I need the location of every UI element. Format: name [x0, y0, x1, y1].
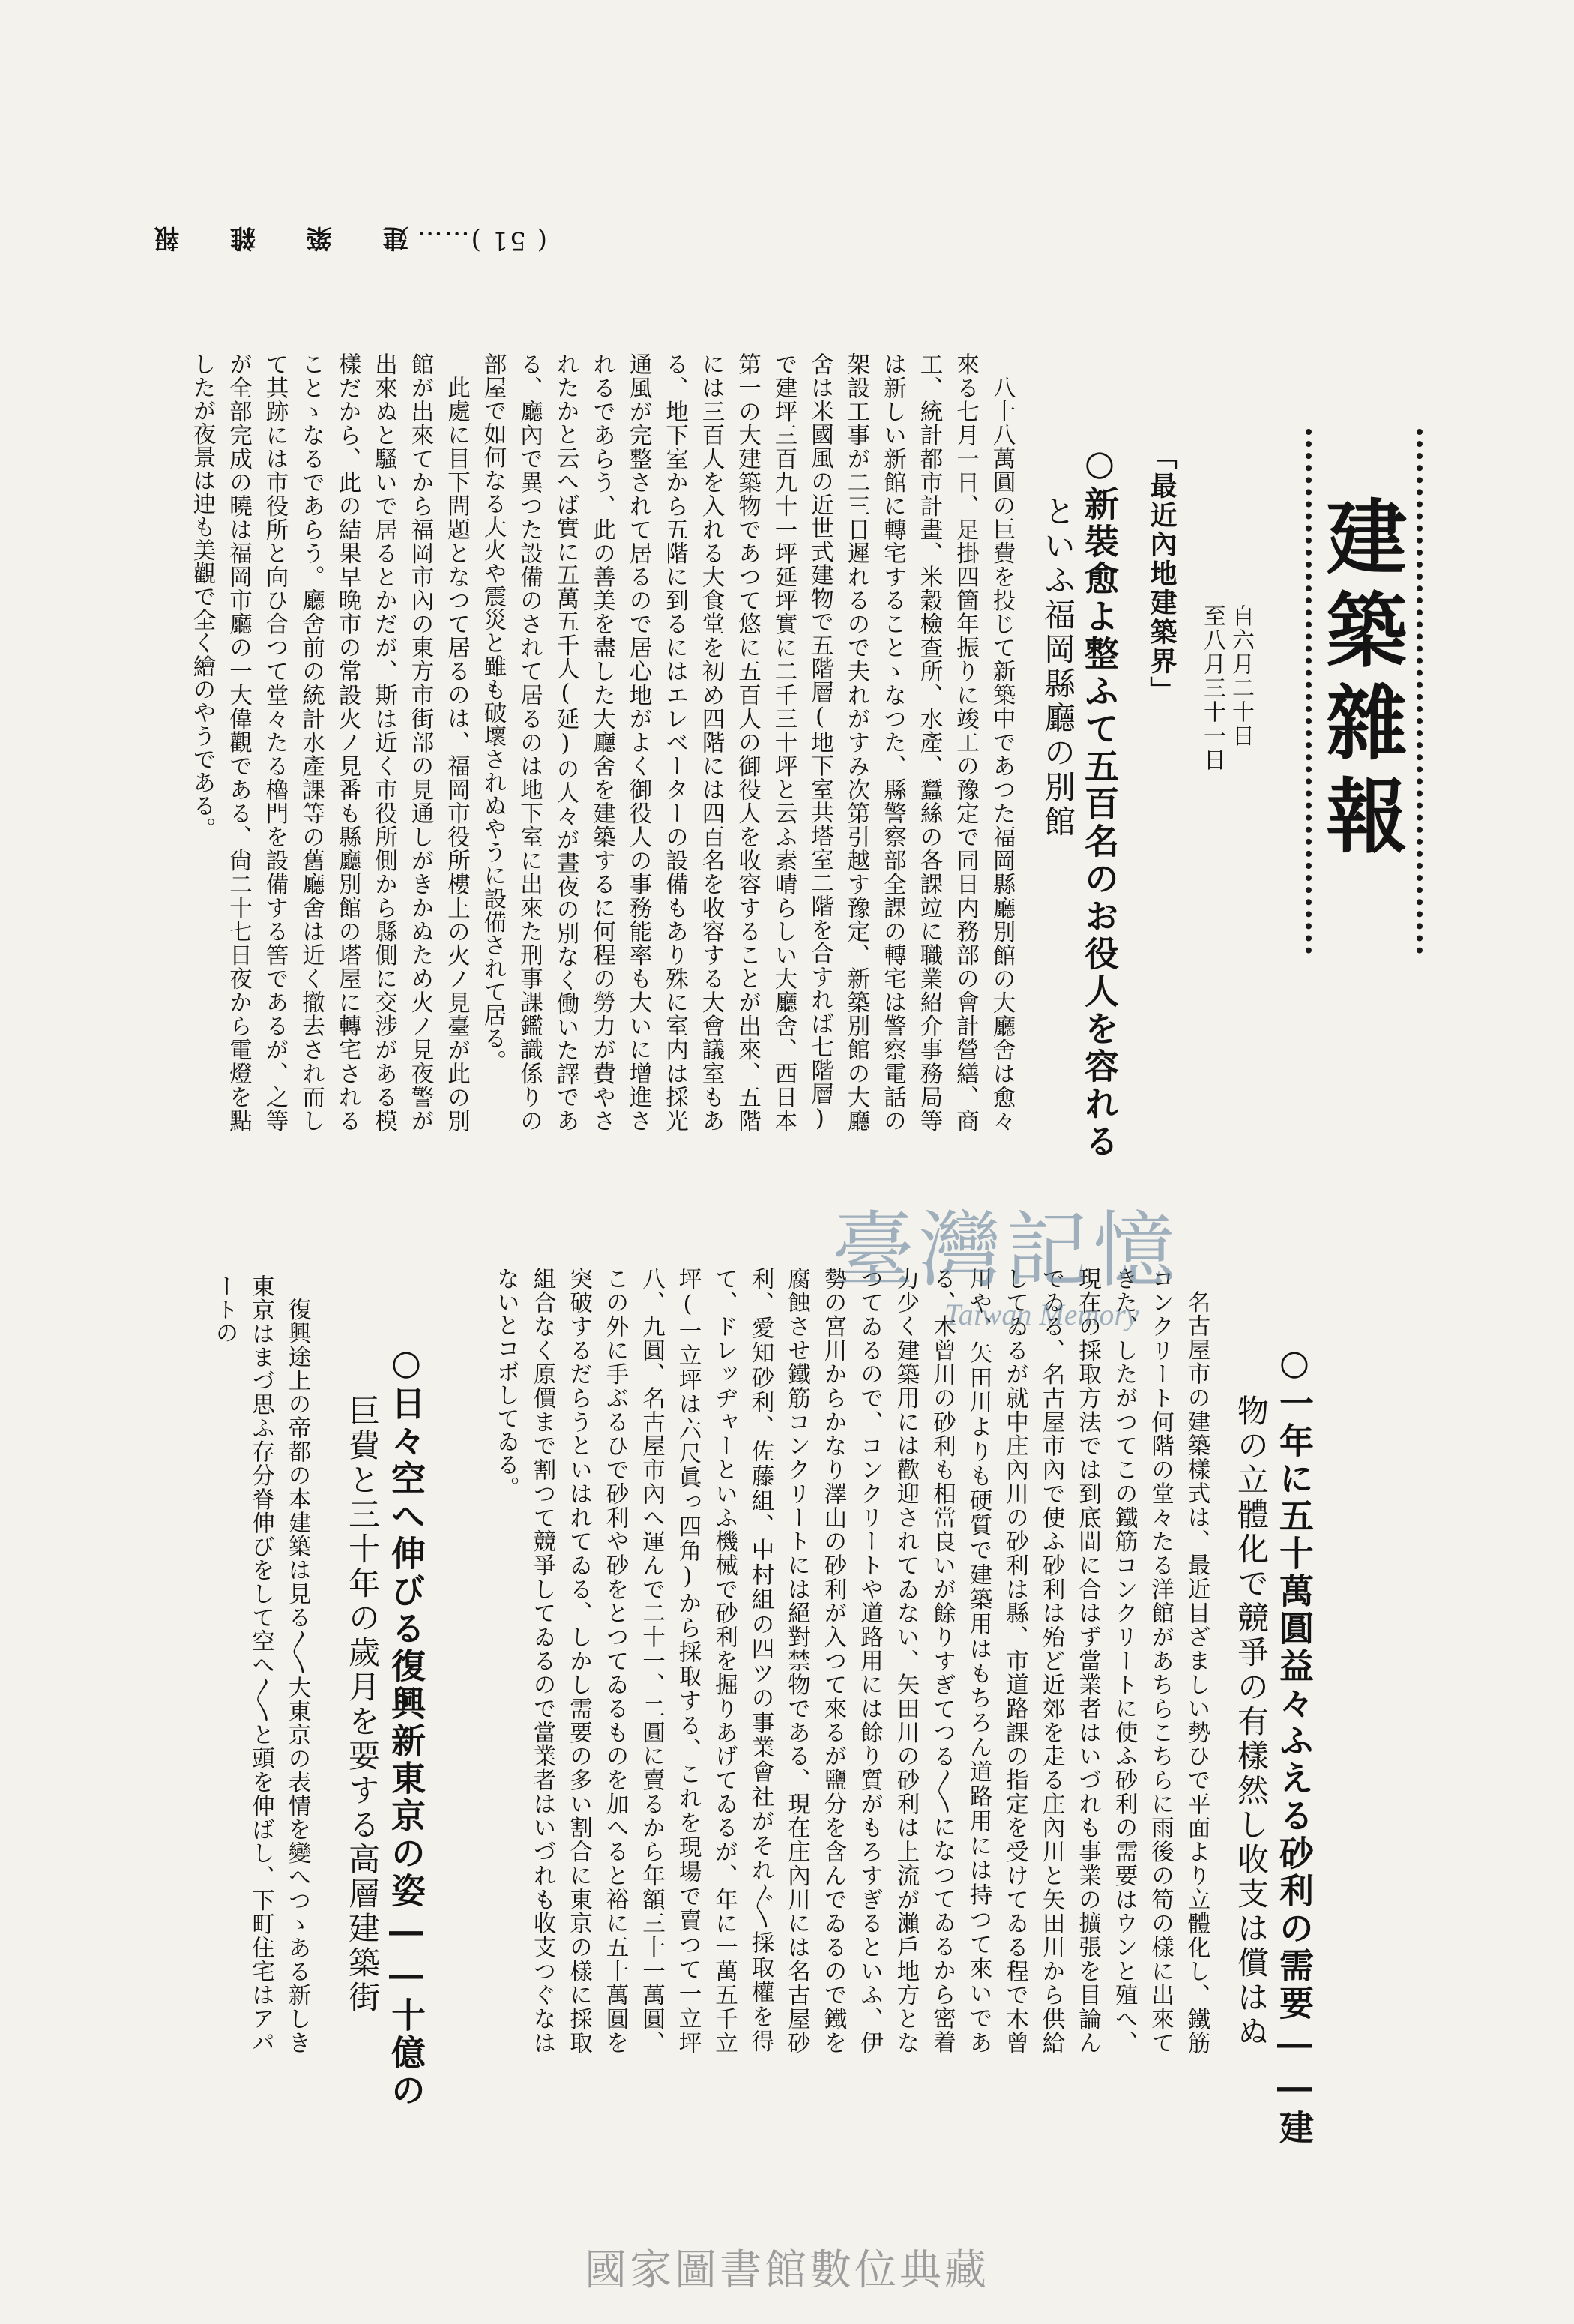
running-title: 建 築 雜 報: [133, 223, 408, 253]
masthead-title: 建築雜報: [1312, 495, 1407, 867]
fukuoka-subheadline: といふ福岡縣廳の別館: [1040, 495, 1076, 840]
page-number: ( 51 )……: [415, 226, 547, 256]
tokyo-paragraph-1: 復興途上の帝都の本建築は見る〳〵大東京の表情を變へつゝある新しき東京はまづ思ふ存分脊伸びをして空へ〳〵と頭を伸ばし、下町住宅はアパートの: [211, 1274, 310, 2054]
date-to: 至八月三十一日: [1199, 604, 1225, 772]
nagoya-headline: ○一年に五十萬圓益々ふえる砂利の需要――建: [1274, 1342, 1315, 2147]
watermark-english: Taiwan Memory: [944, 1298, 1139, 1331]
watermark-chinese: 臺灣記憶: [832, 1202, 1180, 1298]
taiwan-memory-watermark: [832, 1184, 1252, 1334]
library-footer: 國家圖書館數位典藏: [585, 2246, 989, 2295]
fukuoka-headline: ○新裝愈よ整ふて五百名のお役人を容れる: [1079, 442, 1120, 1161]
nagoya-paragraph-1: 名古屋市の建築樣式は、最近目ざましい勢ひで平面より立體化し、鐵筋コンクリート何階の堂々たる洋館があちらこちらに雨後の筍の樣に出來てきた、したがつてこの鐵筋コンクリートに使ふ砂利の需要はウンと殖へ、現在の採取方法では到底間に合はず當業者はいづれも事業の擴張を目論んでゐる、名古屋市內で使ふ砂利は殆ど近郊を走る庄內川と矢田川から供給してゐるが就中庄內川の砂利は縣、市道路課の指定を受けてゐる程で木曾川や、矢田川よりも硬質で建築用はもちろん道路用には持つて來いである、木曾川の砂利も相當良いが餘りすぎてつる〳〵になつてゐるから密着力少く建築用には歡迎されてゐない、矢田川の砂利は上流が瀨戶地方となつてゐるので、コンクリートや道路用には餘り質がもろすぎるといふ、伊勢の宮川からかなり澤山の砂利が入つて來るが鹽分を含んでゐるので鐵を腐蝕させ鐵筋コンクリートには絕對禁物である、現在庄內川には名古屋砂利、愛知砂利、佐藤組、中村組の四ツの事業會社がそれ〴〵採取權を得て、ドレッヂャーといふ機械で砂利を掘りあげてゐるが、年に一萬五千立坪(一立坪は六尺眞っ四角)から採取する、これを現場で賣つて一立坪八、九圓、名古屋市內へ運んで二十一、二圓に賣るから年額三十一萬圓、この外に手ぶるひで砂利や砂をとつてゐるものを加へると裕に五十萬圓を突破するだらうといはれてゐる、しかし需要の多い割合に東京の樣に採取組合なく原價まで割つて競爭してゐるので當業者はいづれも收支つぐなはないとコボしてゐる。: [492, 1267, 1210, 2055]
tokyo-headline: ○日々空へ伸びる復興新東京の姿――十億の: [386, 1342, 426, 2110]
fukuoka-paragraph-1: 八十八萬圓の巨費を投じて新築中であつた福岡縣廳別館の大廳舍は愈々來る七月一日、足掛四箇年振りに竣工の豫定で同日内務部の會計營繕、商工、統計都市計畫、米穀檢查所、水產、蠶絲の各課竝に職業紹介事務局等は新しい新館に轉宅することゝなつた、縣警察部全課の轉宅は警察電話の架設工事が二三日遲れるので夫れがすみ次第引越す豫定、新築別館の大廳舍は米國風の近世式建物で五階層(地下室共塔室二階を合すれば七階層)で建坪三百九十一坪延坪實に二千三十坪と云ふ素晴らしい大廳舍、西日本第一の大建築物であつて悠に五百人の御役人を收容することが出來、五階には三百人を入れる大食堂を初め四階には四百名を收容する大會議室もある、地下室から五階に到るにはエレベーターの設備もあり殊に室内は採光通風が完整されて居るので居心地がよく御役人の事務能率も大いに增進されるであらう、此の善美を盡した大廳舍を建築するに何程の勞力が費やされたかと云へば實に五萬五千人(延)の人々が晝夜の別なく働いた譯である、廳內で異つた設備のされて居るのは地下室に出來た刑事課鑑識係りの部屋で如何なる大火や震災と雖も破壞されぬやうに設備されて居る。: [480, 352, 1015, 1132]
tokyo-subheadline: 巨費と三十年の歲月を要する高層建築街: [344, 1394, 381, 2015]
tokyo-article-body: [211, 1274, 315, 2054]
fukuoka-paragraph-2: 此處に目下問題となつて居るのは、福岡市役所樓上の火ノ見臺が此の別館が出來てから福岡市內の東方市街部の見通しがきかぬため火ノ見夜警が出來ぬと騷いで居るとかだが、斯は近く市役所側から縣側に交涉がある模樣だから、此の結果早晩市の常設火ノ見番も縣廳別館の塔屋に轉宅されることゝなるであらう。廳舍前の統計水產課等の舊廳舍は近く撤去され而して其跡には市役所と向ひ合つて堂々たる櫓門を設備する筈であるが、之等が全部完成の曉は福岡市廳の一大偉觀である、尙二十七日夜から電燈を點したが夜景は迚も美觀で全く繪のやうである。: [189, 352, 470, 1132]
fukuoka-article-body: [189, 352, 1019, 1132]
nagoya-subheadline: 物の立體化で競爭の有樣然し收支は償はぬ: [1233, 1394, 1270, 2050]
date-from: 自六月二十日: [1228, 604, 1254, 748]
nagoya-article-body: [442, 1267, 1214, 2054]
running-header: [133, 222, 547, 259]
section-title: 「最近內地建築界」: [1146, 442, 1178, 705]
